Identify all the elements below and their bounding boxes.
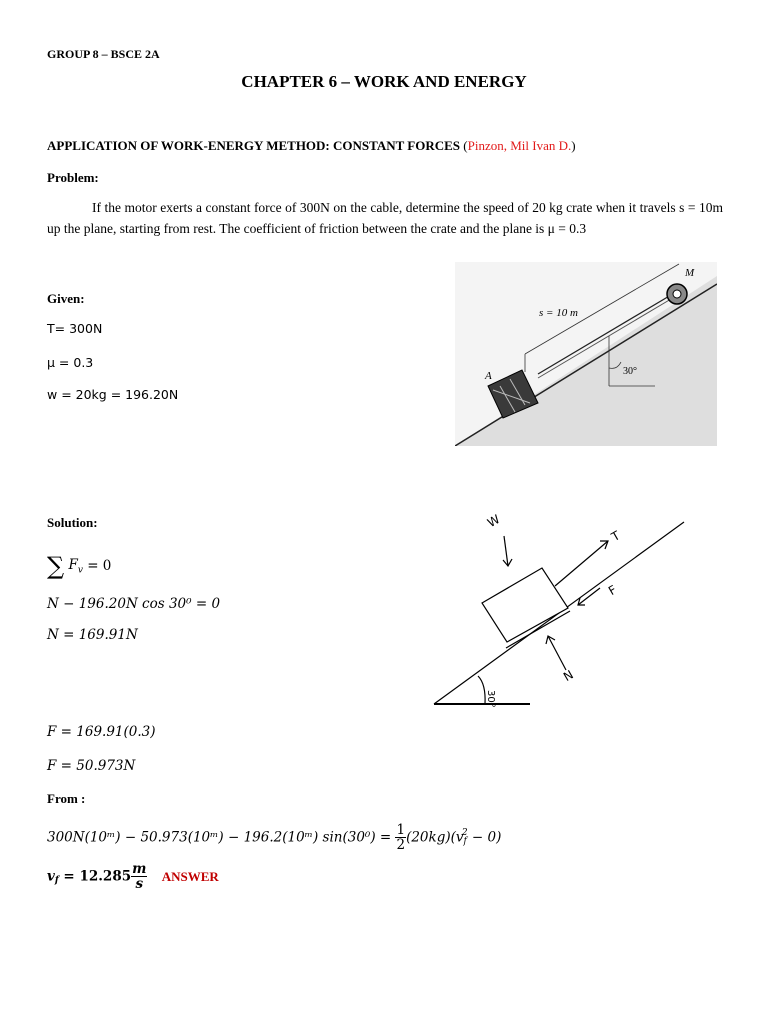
sum-rhs: = 0 [87,558,112,574]
given-friction-coefficient: μ = 0.3 [47,355,94,370]
velocity-unit [131,862,147,891]
from-label: From : [47,791,86,806]
final-velocity-value: = 12.285 [58,868,132,885]
problem-label: Problem: [47,170,99,185]
given-weight: w = 20kg = 196.20N [47,387,179,402]
motor-label: M [685,267,695,279]
section-heading-text: APPLICATION OF WORK-ENERGY METHOD: CONSTANT FORCES [47,138,461,153]
friction-result: F = 50.973N [47,758,136,774]
author-open-paren: ( [460,138,468,153]
half-fraction [395,823,406,852]
friction-equation: F = 169.91(0.3) [47,724,156,740]
problem-text: If the motor exerts a constant force of 300N on the cable, determine the speed of 20 kg crate when it travels s = 10m up the plane, starting from rest. The coefficient of friction between the crate and the plane is μ = 0.3 [47,200,723,236]
normal-force-equation: N − 196.20N cos 30⁰ = 0 [47,596,221,612]
solution-label: Solution: [47,515,98,530]
normal-force-result: N = 169.91N [47,627,138,643]
half-denominator: 2 [396,837,406,853]
sum-symbol: ∑ [47,552,65,580]
work-energy-rhs: (20kg)(v [406,829,464,846]
work-energy-tail: − 0) [467,829,502,846]
group-label: GROUP 8 – BSCE 2A [47,47,160,61]
incline-figure [455,262,717,446]
angle-label: 30° [623,366,637,377]
final-velocity-symbol: v [47,868,55,885]
free-body-diagram [428,508,690,714]
fbd-tension-label: T [609,528,623,545]
crate-label: A [485,370,492,382]
work-energy-lhs: 300N(10ᵐ) − 50.973(10ᵐ) − 196.2(10ᵐ) sin(30⁰) = [47,829,392,846]
free-body-diagram-drawing [428,508,690,714]
final-velocity: $v_f = 12.285$ $\frac{m}{s}$ ANSWER [47,861,219,892]
author-name: Pinzon, Mil Ivan D. [467,138,572,153]
section-heading [47,138,576,154]
fbd-normal-label: N [561,667,576,685]
work-energy-equation: 300N(10ᵐ) − 50.973(10ᵐ) − 196.2(10ᵐ) sin(30⁰) = $\frac{1}{2}$ $(20kg)(v_f^2 - 0)$ [47,822,502,853]
answer-label: ANSWER [161,868,219,884]
distance-label: s = 10 m [539,307,578,319]
unit-denominator: s [135,876,144,892]
unit-numerator: m [132,861,147,877]
chapter-title: CHAPTER 6 – WORK AND ENERGY [241,72,527,91]
fbd-angle-label: 30° [485,690,496,708]
sum-forces-equation: ∑ $F_v = 0$ [47,552,112,580]
author-close-paren: ) [571,138,576,153]
given-label: Given: [47,291,85,306]
fbd-weight-label: W [485,512,503,531]
fbd-crate [482,568,568,642]
given-tension: T= 300N [47,321,103,336]
fbd-friction-label: F [606,582,620,599]
incline-figure-drawing [455,262,717,446]
half-numerator: 1 [396,822,406,838]
